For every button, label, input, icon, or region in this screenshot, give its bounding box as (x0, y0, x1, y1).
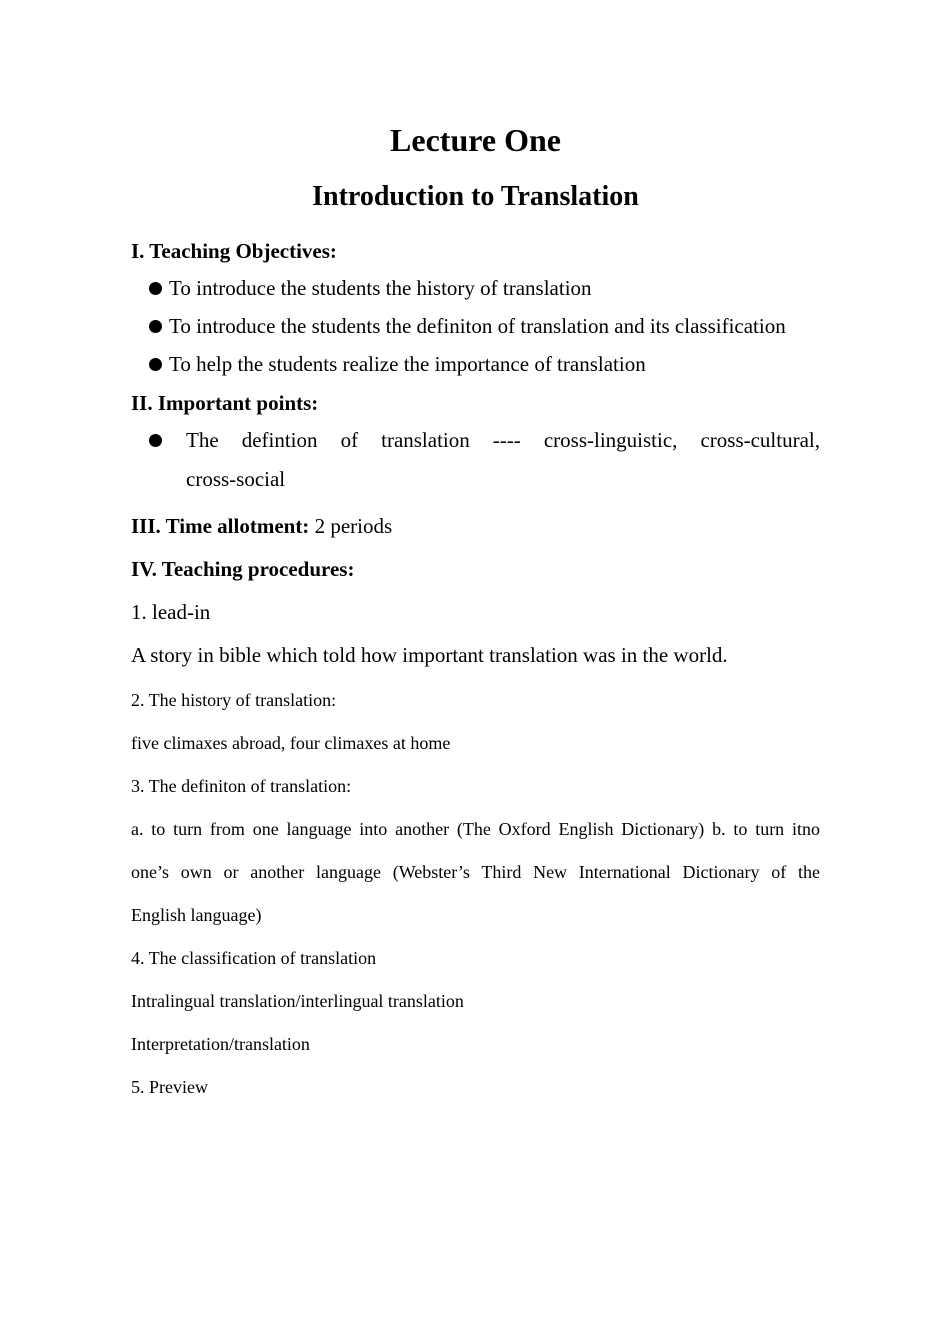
objective-text: To help the students realize the importance of translation (169, 352, 646, 376)
bullet-dot-icon (149, 320, 162, 333)
time-allotment-heading: III. Time allotment: (131, 514, 310, 538)
procedures-heading: IV. Teaching procedures: (131, 557, 355, 581)
time-allotment-value: 2 periods (309, 514, 393, 538)
lead-in-heading: 1. lead-in (131, 600, 211, 624)
definition-text-line3: English language) (131, 905, 262, 925)
time-allotment (131, 513, 392, 539)
bullet-dot-icon (149, 282, 162, 295)
classification-line2: Interpretation/translation (131, 1034, 310, 1054)
preview-heading: 5. Preview (131, 1077, 208, 1097)
lead-in-text: A story in bible which told how important translation was in the world. (131, 643, 728, 667)
bullet-dot-icon (149, 358, 162, 371)
definition-text-line1: a. to turn from one language into another (The Oxford English Dictionary) b. to turn itno (131, 819, 820, 839)
definition-text-line2: one’s own or another language (Webster’s Third New International Dictionary of the (131, 862, 820, 882)
page-subtitle: Introduction to Translation (312, 181, 639, 212)
objectives-heading: I. Teaching Objectives: (131, 239, 337, 263)
important-points-heading: II. Important points: (131, 391, 319, 415)
objective-text: To introduce the students the history of translation (169, 276, 592, 300)
history-heading: 2. The history of translation: (131, 690, 337, 710)
page-title: Lecture One (390, 122, 561, 158)
objective-text: To introduce the students the definiton of translation and its classification (169, 314, 786, 338)
important-point-text-line1: The defintion of translation ---- cross-linguistic, cross-cultural, (186, 428, 820, 452)
bullet-dot-icon (149, 434, 162, 447)
objective-item (149, 275, 592, 301)
objective-item (149, 351, 646, 377)
important-point-text-line2: cross-social (186, 467, 286, 491)
history-text: five climaxes abroad, four climaxes at home (131, 733, 451, 753)
objective-item (149, 313, 786, 339)
classification-heading: 4. The classification of translation (131, 948, 377, 968)
definition-heading: 3. The definiton of translation: (131, 776, 352, 796)
classification-line1: Intralingual translation/interlingual translation (131, 991, 464, 1011)
